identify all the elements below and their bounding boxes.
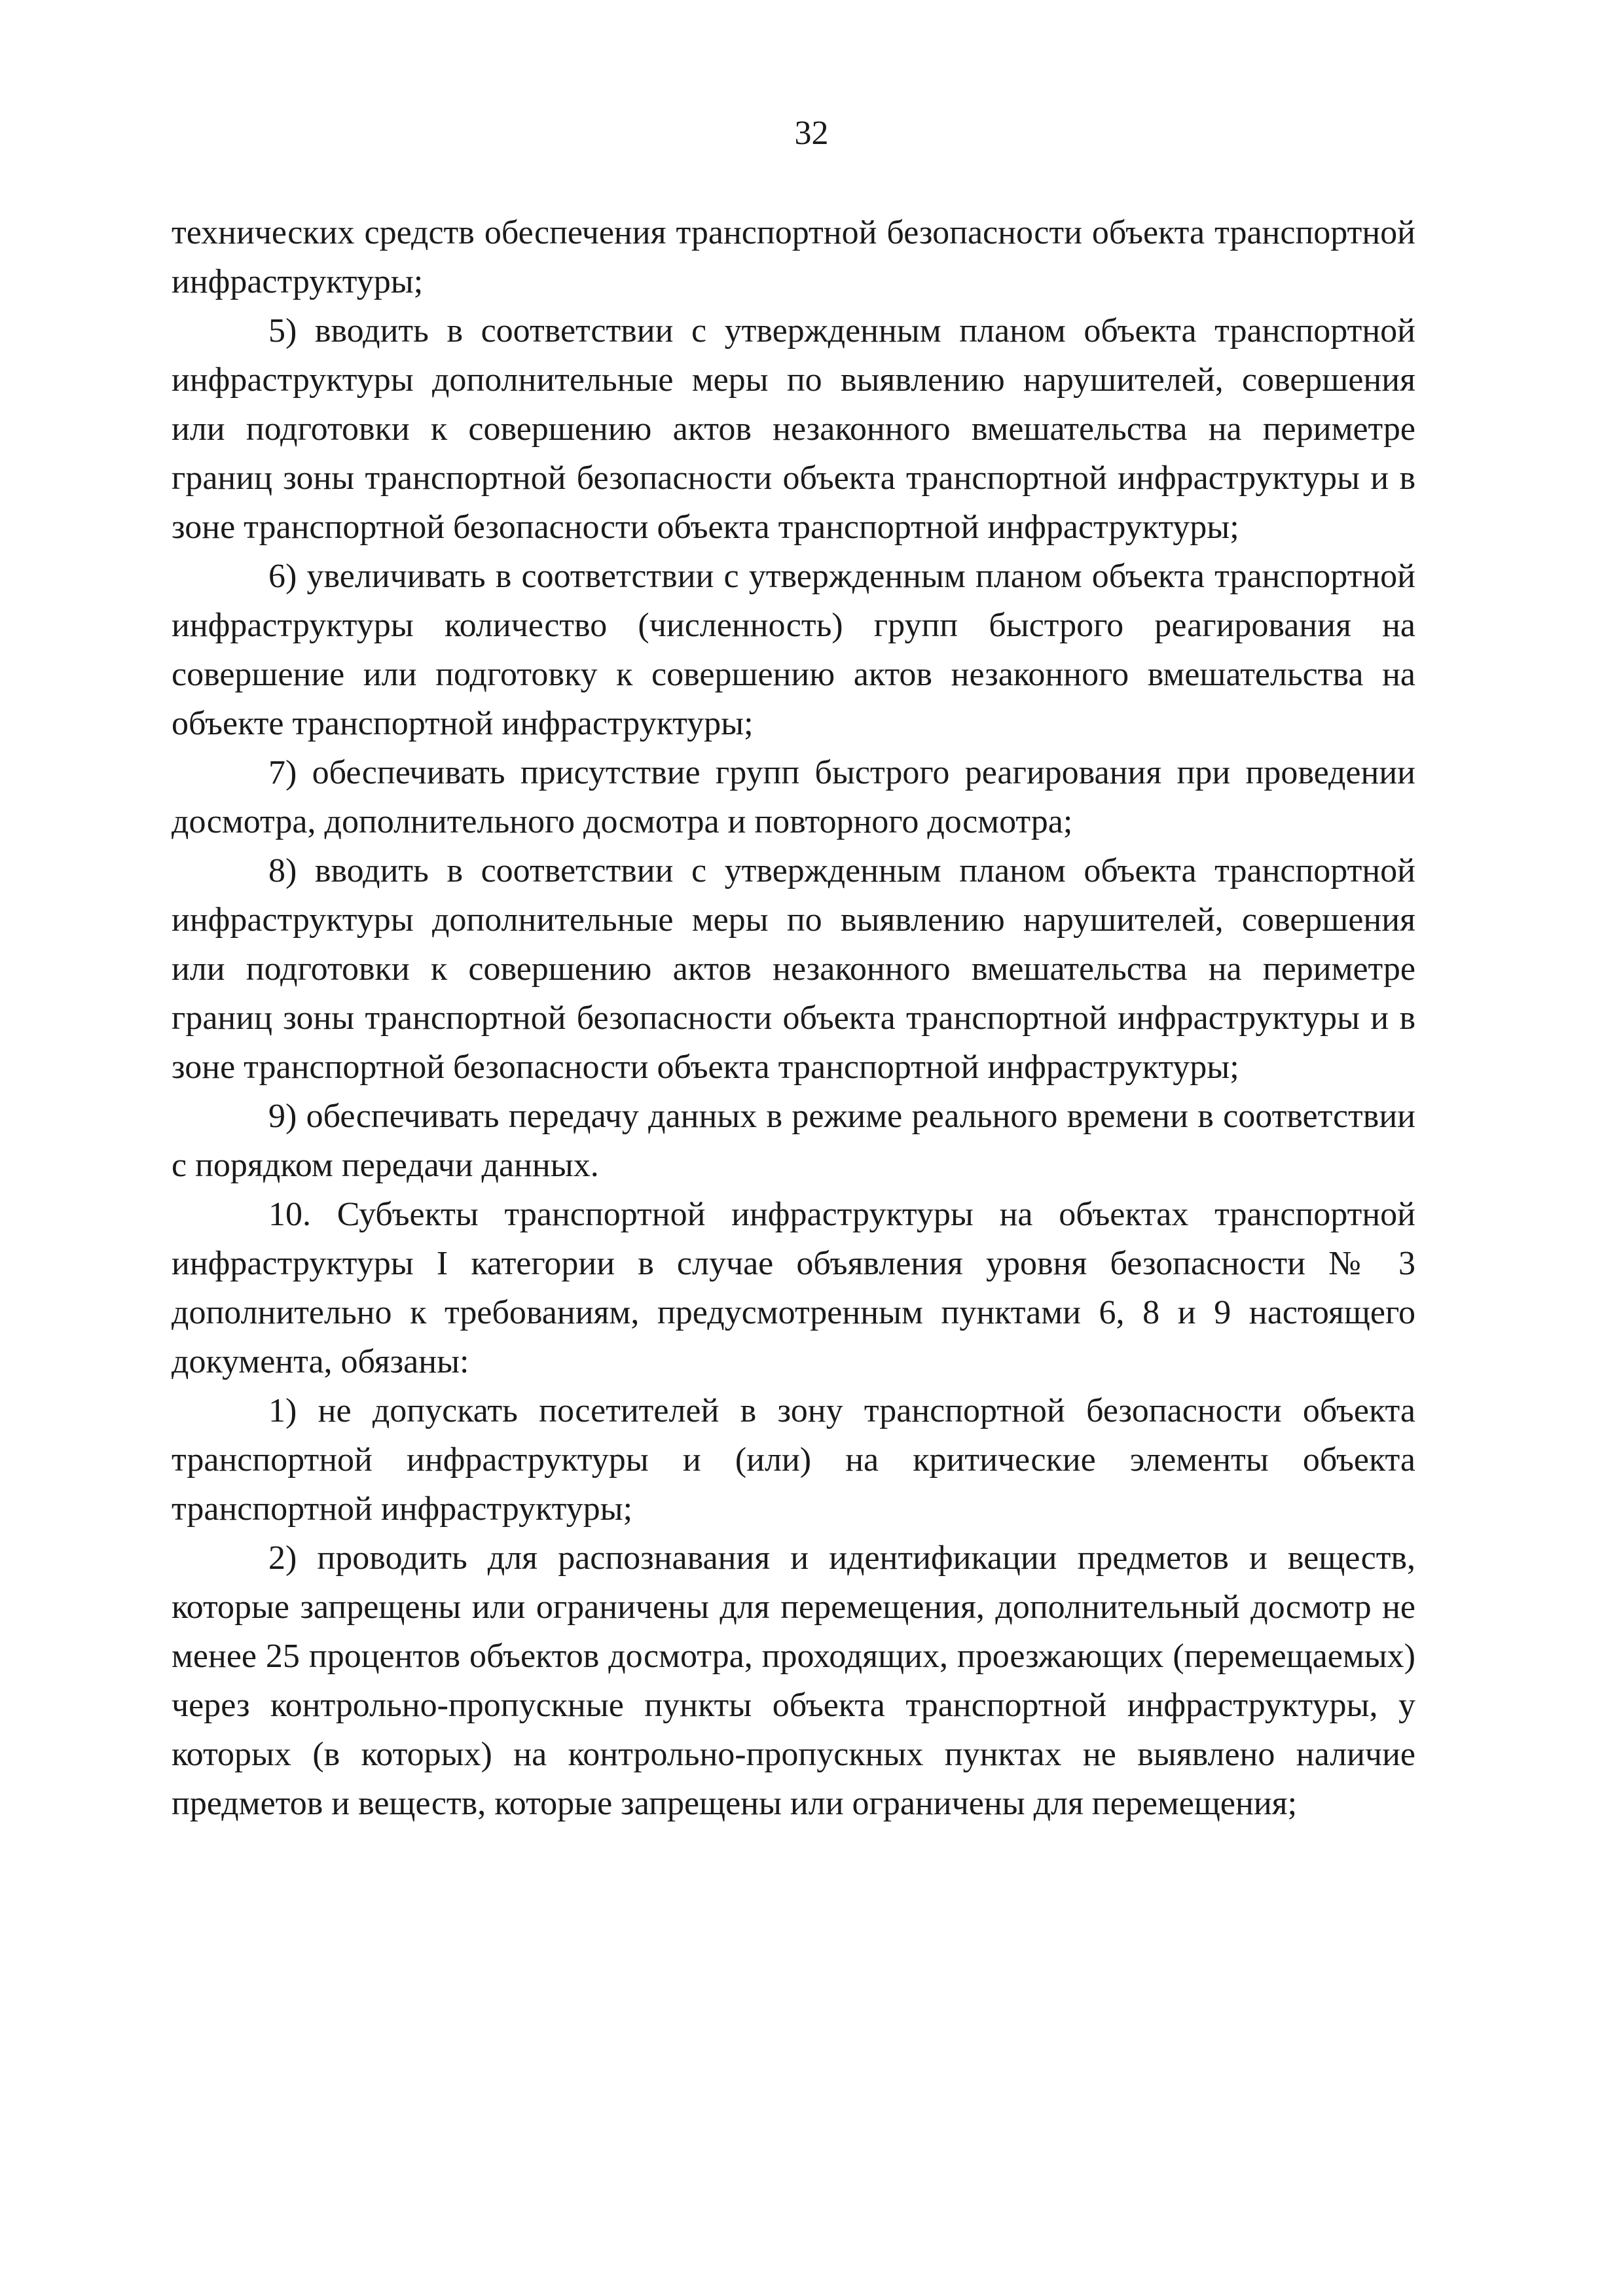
paragraph-item-8: 8) вводить в соответствии с утвержденным планом объекта транспортной инфраструктуры дополнительные меры по выявлению нарушителей, совершения или подготовки к совершению актов незаконного вмешательства на периметре границ зоны транспортной безопасности объекта транспортной инфраструктуры и в зоне транспортной безопасности объекта транспортной инфраструктуры; <box>172 852 1415 1086</box>
paragraph-subitem-2: 2) проводить для распознавания и идентификации предметов и веществ, которые запрещены или ограничены для перемещения, дополнительный досмотр не менее 25 процентов объектов досмотра, проходящих, проезжающих (перемещаемых) через контрольно-пропускные пункты объекта транспортной инфраструктуры, у которых (в которых) на контрольно-пропускных пунктах не выявлено наличие предметов и веществ, которые запрещены или ограничены для перемещения; <box>172 1539 1415 1822</box>
paragraph-clause-10: 10. Субъекты транспортной инфраструктуры на объектах транспортной инфраструктуры I категории в случае объявления уровня безопасности № 3 дополнительно к требованиям, предусмотренным пунктами 6, 8 и 9 настоящего документа, обязаны: <box>172 1196 1415 1380</box>
paragraph-item-6: 6) увеличивать в соответствии с утвержденным планом объекта транспортной инфраструктуры количество (численность) групп быстрого реагирования на совершение или подготовку к совершению актов незаконного вмешательства на объекте транспортной инфраструктуры; <box>172 558 1415 742</box>
paragraph-item-5: 5) вводить в соответствии с утвержденным планом объекта транспортной инфраструктуры дополнительные меры по выявлению нарушителей, совершения или подготовки к совершению актов незаконного вмешательства на периметре границ зоны транспортной безопасности объекта транспортной инфраструктуры и в зоне транспортной безопасности объекта транспортной инфраструктуры; <box>172 312 1415 546</box>
paragraph-item-9: 9) обеспечивать передачу данных в режиме реального времени в соответствии с порядком передачи данных. <box>172 1098 1415 1184</box>
page-number: 32 <box>794 115 829 152</box>
document-body <box>172 208 1415 1828</box>
paragraph-subitem-1: 1) не допускать посетителей в зону транспортной безопасности объекта транспортной инфраструктуры и (или) на критические элементы объекта транспортной инфраструктуры; <box>172 1392 1415 1528</box>
paragraph-continuation: технических средств обеспечения транспортной безопасности объекта транспортной инфраструктуры; <box>172 214 1415 300</box>
paragraph-item-7: 7) обеспечивать присутствие групп быстрого реагирования при проведении досмотра, дополнительного досмотра и повторного досмотра; <box>172 754 1415 840</box>
